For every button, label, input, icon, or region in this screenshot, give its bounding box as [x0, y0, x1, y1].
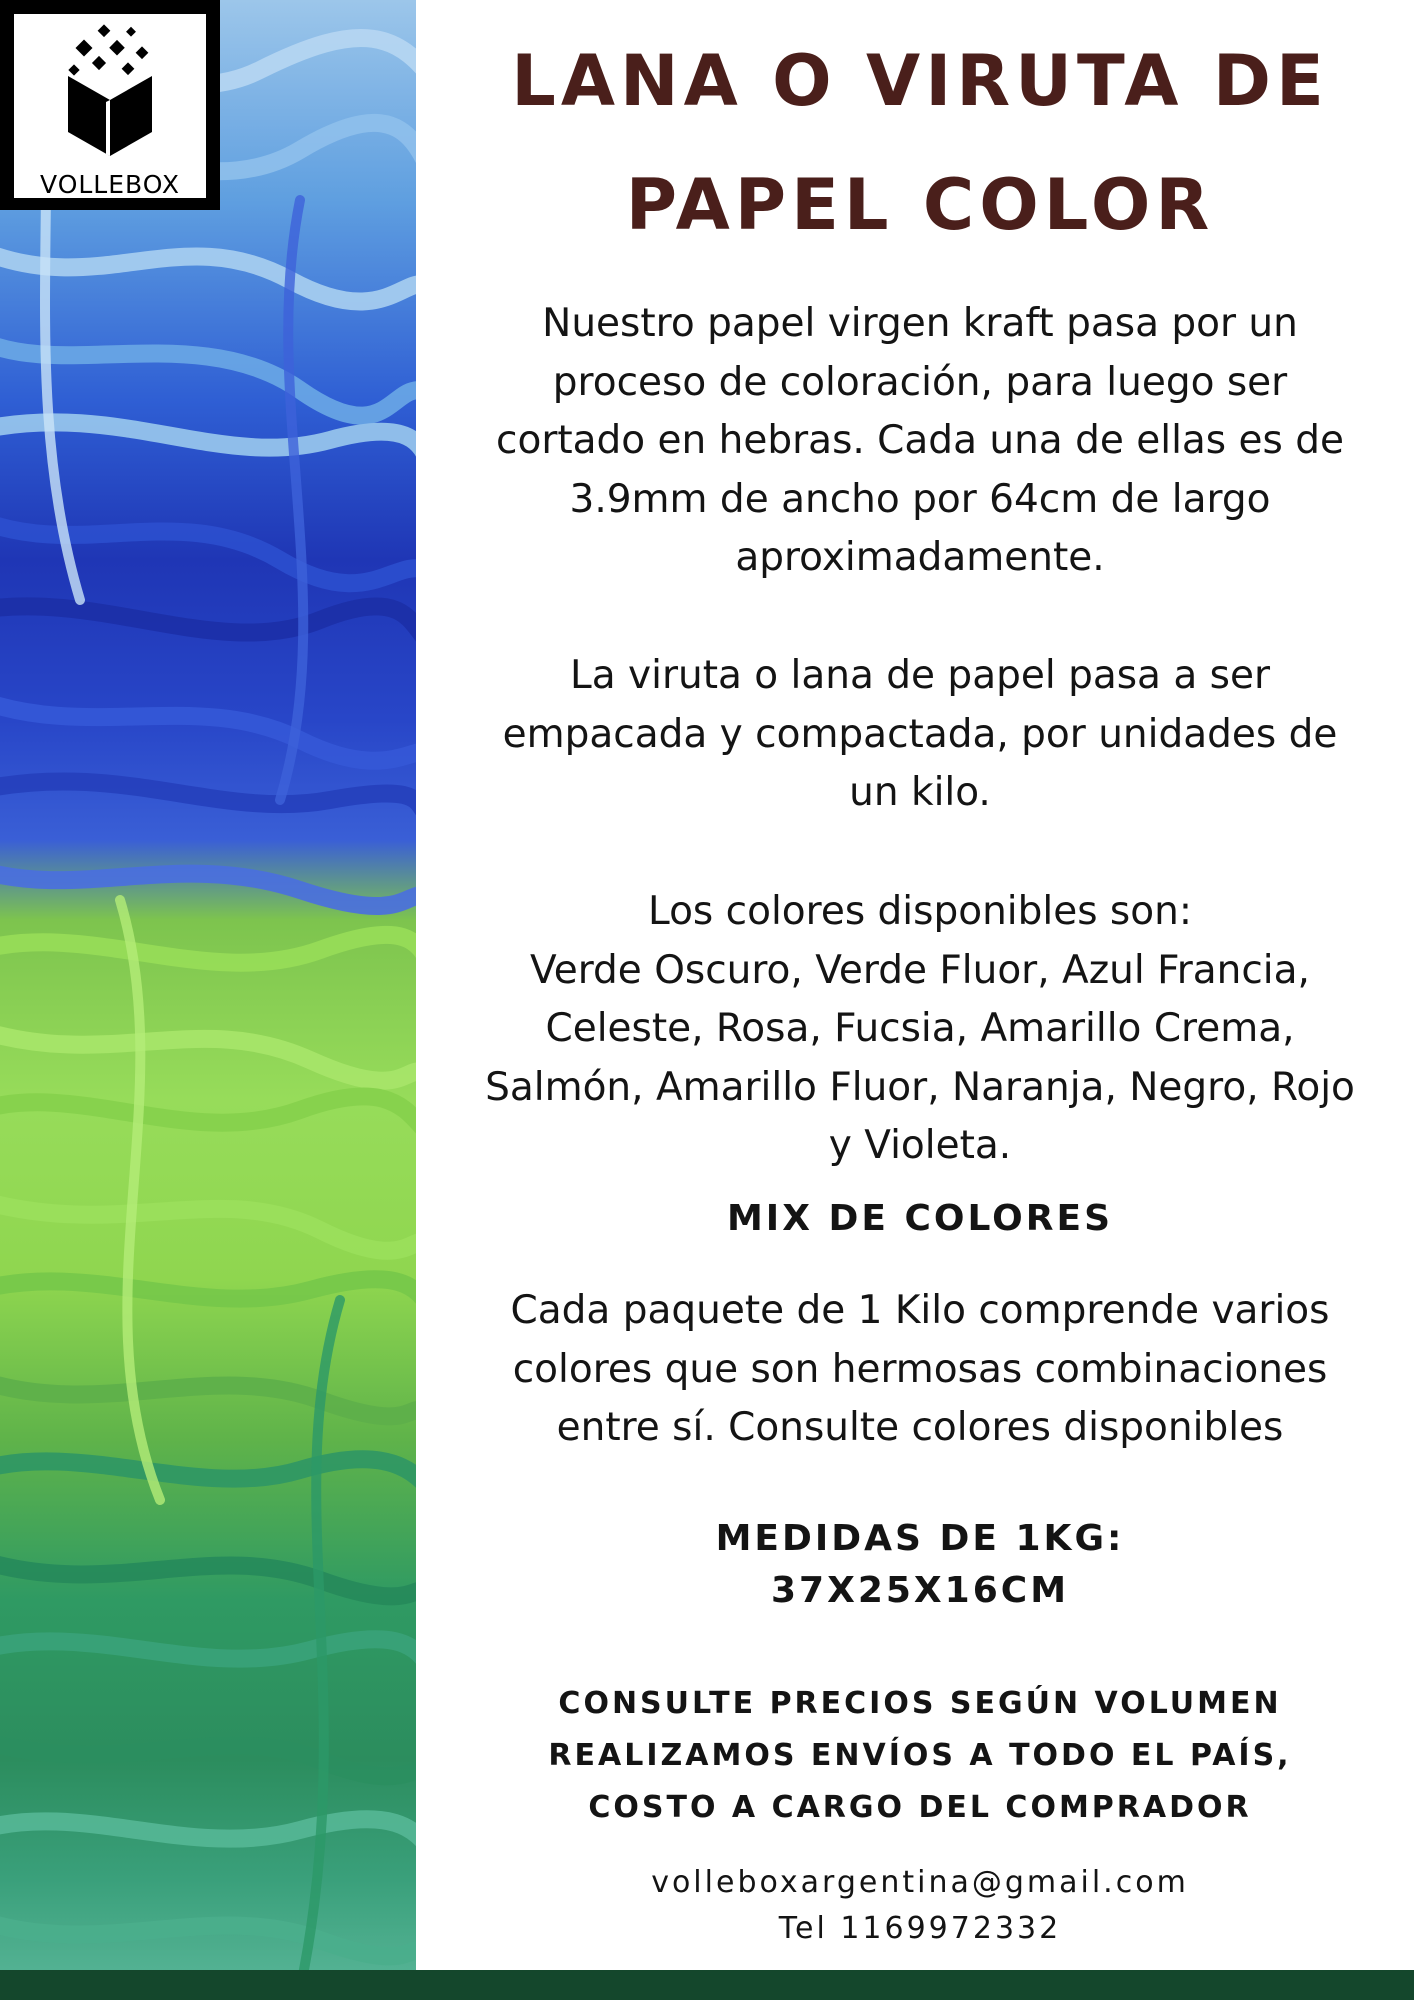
bottom-bar — [0, 1970, 1414, 2000]
intro-line: proceso de coloración, para luego ser — [552, 359, 1288, 405]
notice-line: REALIZAMOS ENVÍOS A TODO EL PAÍS, — [548, 1738, 1292, 1773]
mix-heading: MIX DE COLORES — [726, 1198, 1114, 1239]
mix-line: entre sí. Consulte colores disponibles — [556, 1405, 1284, 1450]
page-title-line2: PAPEL COLOR — [625, 164, 1215, 246]
page-title-line1: LANA O VIRUTA DE — [511, 40, 1329, 122]
packing-paragraph — [470, 647, 1370, 823]
mix-paragraph — [470, 1282, 1370, 1458]
shipping-notice — [470, 1678, 1370, 1834]
packing-line: empacada y compactada, por unidades de — [502, 711, 1338, 757]
logo-text: VOLLEBOX — [40, 170, 180, 199]
intro-line: aproximadamente. — [735, 535, 1105, 580]
colors-line: Los colores disponibles son: — [648, 889, 1192, 934]
vollebox-logo — [0, 0, 220, 210]
intro-line: Nuestro papel virgen kraft pasa por un — [542, 301, 1298, 346]
contact-email[interactable]: volleboxargentina@gmail.com — [651, 1865, 1189, 1900]
contact-block — [470, 1860, 1370, 1952]
colors-line: Verde Oscuro, Verde Fluor, Azul Francia, — [530, 947, 1310, 993]
contact-phone[interactable]: Tel 1169972332 — [778, 1911, 1062, 1946]
intro-line: cortado en hebras. Cada una de ellas es de — [496, 418, 1344, 463]
mix-line: Cada paquete de 1 Kilo comprende varios — [510, 1288, 1330, 1333]
logo-panel — [14, 14, 206, 198]
notice-line: COSTO A CARGO DEL COMPRADOR — [588, 1790, 1252, 1825]
packing-line: La viruta o lana de papel pasa a ser — [570, 653, 1270, 698]
measures-line1: MEDIDAS DE 1KG: — [715, 1518, 1125, 1559]
intro-paragraph — [470, 295, 1370, 588]
colors-line: Salmón, Amarillo Fluor, Naranja, Negro, Rojo — [485, 1064, 1355, 1110]
notice-line: CONSULTE PRECIOS SEGÚN VOLUMEN — [558, 1686, 1282, 1721]
mix-line: colores que son hermosas combinaciones — [512, 1346, 1328, 1392]
packing-line: un kilo. — [849, 770, 991, 815]
paper-shred-photo — [0, 0, 416, 2000]
colors-line: y Violeta. — [828, 1123, 1012, 1168]
colors-paragraph — [470, 883, 1370, 1176]
colors-line: Celeste, Rosa, Fucsia, Amarillo Crema, — [545, 1006, 1295, 1051]
paper-shred-pattern — [0, 0, 416, 2000]
intro-line: 3.9mm de ancho por 64cm de largo — [569, 476, 1271, 522]
measures-line2: 37X25X16CM — [770, 1570, 1070, 1611]
